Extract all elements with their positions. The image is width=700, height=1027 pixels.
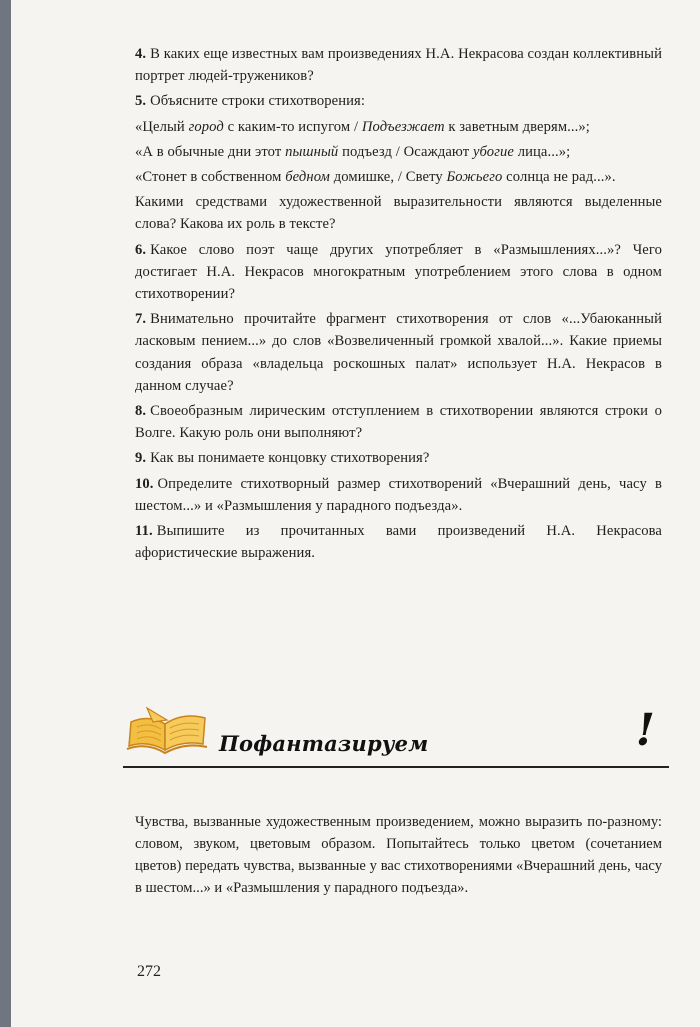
- quote-highlight: бедном: [285, 169, 330, 186]
- question-7: [135, 308, 662, 397]
- quote-line: [135, 116, 662, 138]
- quote-text: подъезд / Осаждают: [338, 143, 473, 160]
- question-text: Как вы понимаете концовку стихотворения?: [150, 450, 430, 467]
- quote-text: солнца не рад...».: [502, 169, 616, 186]
- fantasy-task-text: Чувства, вызванные художественным произведением, можно выразить по-разному: словом, звуком, цветовым образом. Попытайтесь только цветом (сочетанием цветов) передать чувства, вызванные у вас стихотворениями «Вчерашний день, часу в шестом...» и «Размышления у парадного подъезда».: [135, 813, 662, 897]
- question-number: 8.: [135, 403, 147, 420]
- quote-text: «А в обычные дни этот: [135, 143, 286, 160]
- section-divider: [123, 766, 669, 768]
- question-text: Определите стихотворный размер стихотворений «Вчерашний день, часу в шестом...» и «Размышления у парадного подъезда».: [135, 475, 662, 514]
- question-8: [135, 400, 662, 444]
- question-text: Своеобразным лирическим отступлением в стихотворении являются строки о Волге. Какую роль они выполняют?: [135, 403, 662, 442]
- quote-highlight: Подъезжает: [361, 118, 445, 135]
- quote-text: «Целый: [135, 118, 189, 135]
- page-number: 272: [137, 963, 161, 980]
- quote-highlight: убогие: [472, 143, 514, 160]
- question-number: 6.: [135, 241, 147, 258]
- question-10: [135, 473, 662, 517]
- fantasy-section-header: [123, 702, 669, 772]
- section-title: Пофантазируем: [219, 731, 429, 756]
- book-page: [11, 0, 700, 1027]
- question-5-followup: Какими средствами художественной выразительности являются выделенные слова? Какова их роль в тексте?: [135, 194, 662, 233]
- open-book-icon: [123, 702, 211, 754]
- question-text: Внимательно прочитайте фрагмент стихотворения от слов «...Убаюканный ласковым пением...» до слов «Возвеличенный громкой хвалой...». Какие приемы создания образа «владельца роскошных палат» использует Н.А. Некрасов в данном случае?: [135, 311, 662, 394]
- quote-line: [135, 141, 662, 163]
- question-4: [135, 43, 662, 87]
- questions-block: [135, 43, 662, 567]
- question-number: 7.: [135, 311, 147, 328]
- question-number: 10.: [135, 475, 154, 492]
- quote-highlight: пышный: [285, 143, 339, 160]
- question-text: В каких еще известных вам произведениях Н.А. Некрасова создан коллективный портрет людей-тружеников?: [135, 46, 662, 85]
- quote-line: [135, 166, 662, 188]
- question-6: [135, 239, 662, 306]
- quote-highlight: Божьего: [446, 169, 503, 186]
- question-number: 9.: [135, 450, 147, 467]
- question-number: 11.: [135, 523, 153, 540]
- question-number: 5.: [135, 93, 147, 110]
- question-text: Какое слово поэт чаще других употребляет в «Размышлениях...»? Чего достигает Н.А. Некрасов многократным употреблением этого слова в одном стихотворении?: [135, 241, 662, 303]
- question-number: 4.: [135, 46, 147, 62]
- question-5: [135, 90, 662, 112]
- quote-text: с каким-то испугом /: [223, 118, 362, 135]
- quote-text: «Стонет в собственном: [135, 169, 286, 186]
- quote-highlight: город: [188, 118, 224, 135]
- question-9: [135, 447, 662, 469]
- question-text: Выпишите из прочитанных вами произведений Н.А. Некрасова афористические выражения.: [135, 523, 662, 562]
- quote-text: лица...»;: [513, 143, 571, 160]
- question-text: Объясните строки стихотворения:: [150, 93, 366, 110]
- quote-text: к заветным дверям...»;: [444, 118, 590, 135]
- quote-text: домишке, / Свету: [329, 169, 447, 186]
- question-11: [135, 520, 662, 564]
- exclamation-icon: !: [635, 705, 655, 756]
